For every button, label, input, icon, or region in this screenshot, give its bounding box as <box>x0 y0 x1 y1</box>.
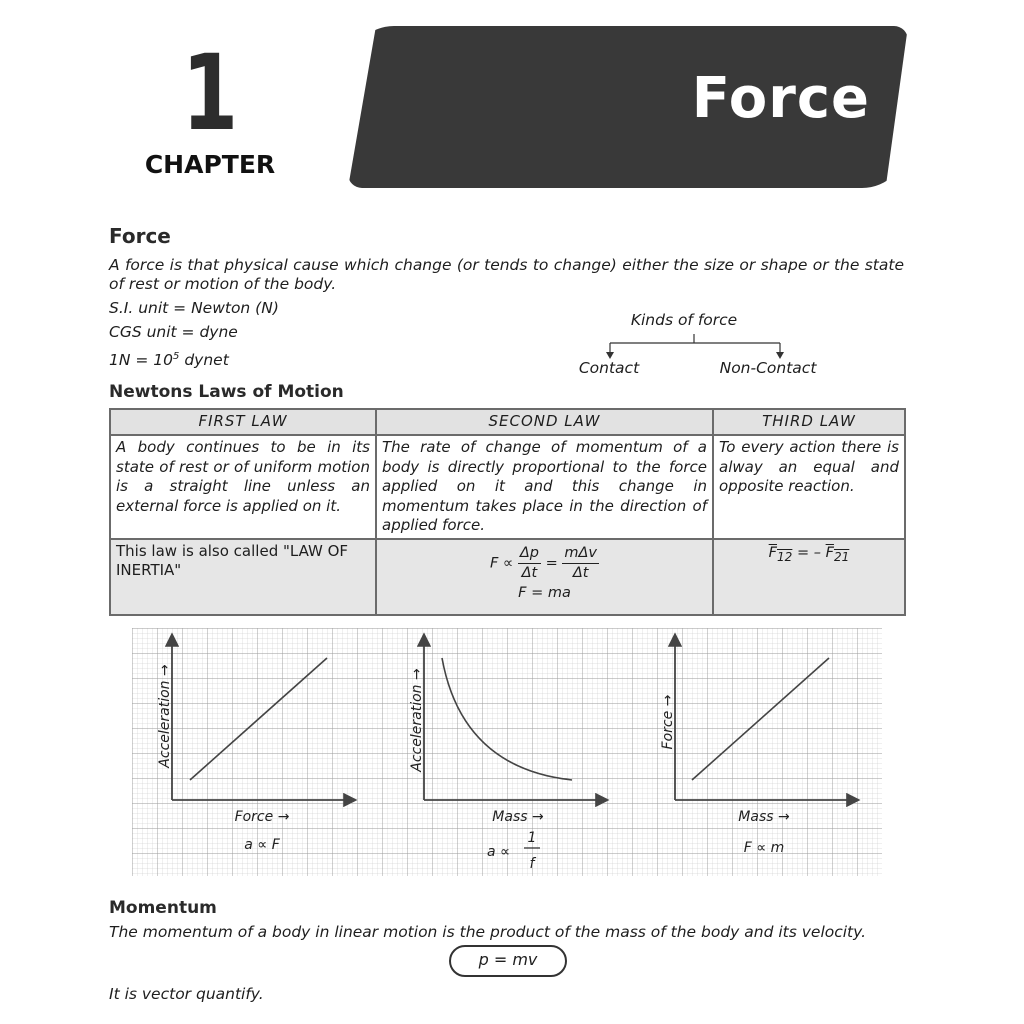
fraction-mdv-dt <box>562 544 599 583</box>
formula-equals: = <box>545 555 558 571</box>
momentum-heading: Momentum <box>109 898 217 918</box>
relation-denominator: f <box>529 856 535 872</box>
relation-numerator: 1 <box>527 830 537 846</box>
relation-label: a ∝ F <box>244 837 280 853</box>
vector-f12 <box>768 544 793 564</box>
second-law-formula <box>376 539 713 616</box>
formula-lhs: F ∝ <box>489 555 514 571</box>
newton-heading: Newtons Laws of Motion <box>109 382 344 402</box>
y-axis-label: Acceleration → <box>157 664 173 768</box>
chapter-number: 1 <box>181 32 239 154</box>
kinds-of-force-connector <box>596 330 796 360</box>
header-first-law: FIRST LAW <box>110 409 376 435</box>
second-law-text: The rate of change of momentum of a body is directly proportional to the force applied on it and this change in momentum takes place in the direction of applied force. <box>376 435 713 539</box>
kind-non-contact: Non-Contact <box>719 359 817 377</box>
chapter-label: CHAPTER <box>144 150 276 179</box>
momentum-definition: The momentum of a body in linear motion is the product of the mass of the body and its velocity. <box>109 923 867 941</box>
header-second-law: SECOND LAW <box>376 409 713 435</box>
vector-symbol: F <box>825 544 834 561</box>
relation-label: F ∝ m <box>743 840 785 856</box>
conversion-prefix: 1N = 10 <box>109 351 174 370</box>
kinds-of-force-title: Kinds of force <box>630 311 738 329</box>
fraction-dp-dt <box>518 544 541 583</box>
momentum-formula: p = mv <box>449 945 567 977</box>
table-row <box>110 539 905 616</box>
momentum-note: It is vector quantify. <box>109 985 264 1003</box>
y-axis-label: Acceleration → <box>409 668 425 772</box>
first-law-note: This law is also called "LAW OF INERTIA" <box>110 539 376 616</box>
header-third-law: THIRD LAW <box>713 409 905 435</box>
first-law-text: A body continues to be in its state of rest or of uniform motion is a straight line unless an external force is applied on it. <box>110 435 376 539</box>
formula-equals: = – <box>796 544 821 561</box>
relation-prefix: a ∝ <box>486 844 510 860</box>
third-law-text: To every action there is alway an equal and opposite reaction. <box>713 435 905 539</box>
table-header-row <box>110 409 905 435</box>
page-title: Force <box>691 66 870 131</box>
frac-numerator: Δp <box>518 544 541 564</box>
force-definition: A force is that physical cause which change (or tends to change) either the size or shape or the state of rest or motion of the body. <box>109 256 904 293</box>
newton-laws-table <box>109 408 904 616</box>
vector-subscript: 12 <box>777 549 793 564</box>
x-axis-label: Mass → <box>738 809 790 825</box>
vector-symbol: F <box>768 544 777 561</box>
force-heading: Force <box>109 224 171 248</box>
frac-denominator: Δt <box>521 564 538 581</box>
kind-contact: Contact <box>578 359 640 377</box>
frac-denominator: Δt <box>572 564 589 581</box>
table-row <box>110 435 905 539</box>
y-axis-label: Force → <box>660 694 676 750</box>
vector-f21 <box>825 544 850 564</box>
frac-numerator: mΔv <box>562 544 599 564</box>
vector-subscript: 21 <box>833 549 850 564</box>
si-unit: S.I. unit = Newton (N) <box>109 299 279 317</box>
x-axis-label: Force → <box>234 809 290 825</box>
unit-conversion <box>109 347 229 370</box>
cgs-unit: CGS unit = dyne <box>109 323 238 341</box>
third-law-formula <box>713 539 905 616</box>
x-axis-label: Mass → <box>492 809 544 825</box>
conversion-suffix: dynet <box>179 351 229 370</box>
graphs-panel <box>132 628 882 876</box>
conversion-exponent: 5 <box>173 351 180 362</box>
formula-f-ma: F = ma <box>518 584 571 601</box>
